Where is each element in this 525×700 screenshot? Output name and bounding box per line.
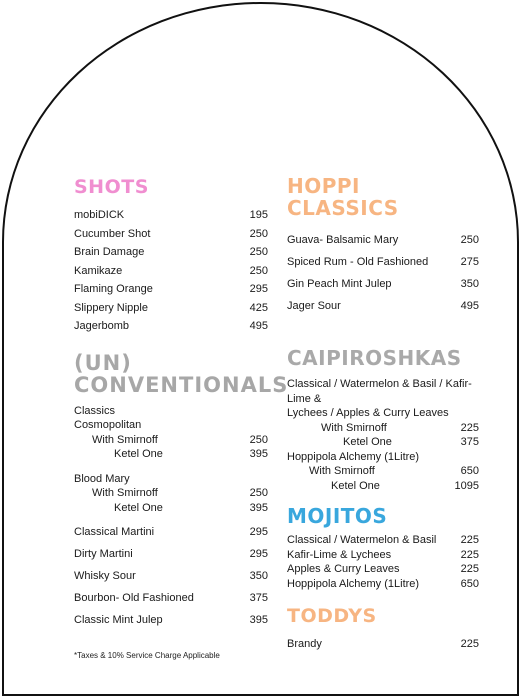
list-item: With Smirnoff 650 xyxy=(309,465,479,477)
caipiroshkas-desc-line2: Lychees / Apples & Curry Leaves xyxy=(287,407,449,419)
shots-list xyxy=(74,206,268,336)
list-item: Brandy 225 xyxy=(287,638,479,650)
hoppi-classics-heading: HOPPI CLASSICS xyxy=(287,174,399,220)
tax-footnote: *Taxes & 10% Service Charge Applicable xyxy=(74,651,220,660)
caipiroshkas-desc-line1: Classical / Watermelon & Basil / Kafir-Lime & xyxy=(287,378,472,405)
list-item: Jagerbomb 495 xyxy=(74,320,268,332)
list-item: Ketel One 395 xyxy=(114,448,268,460)
mojitos-heading: MOJITOS xyxy=(287,504,388,528)
list-item: Kafir-Lime & Lychees 225 xyxy=(287,548,479,561)
list-item: Cosmopolitan xyxy=(74,419,142,431)
list-item: Kamikaze 250 xyxy=(74,264,268,277)
classics-subheading: Classics xyxy=(74,404,115,417)
list-item: Cucumber Shot 250 xyxy=(74,227,268,240)
list-item: With Smirnoff 225 xyxy=(321,421,479,434)
list-item: Classical / Watermelon & Basil 225 xyxy=(287,534,479,546)
list-item: Gin Peach Mint Julep 350 xyxy=(287,278,479,290)
list-item: Dirty Martini 295 xyxy=(74,548,268,560)
caipiroshkas-heading: CAIPIROSHKAS xyxy=(287,346,462,370)
list-item: Whisky Sour 350 xyxy=(74,570,268,582)
list-item: Guava- Balsamic Mary 250 xyxy=(287,234,479,246)
list-item: Jager Sour 495 xyxy=(287,300,479,312)
list-item: Ketel One 1095 xyxy=(331,479,479,492)
list-item: Classic Mint Julep 395 xyxy=(74,614,268,626)
toddys-heading: TODDYS xyxy=(287,605,377,627)
list-item: Bourbon- Old Fashioned 375 xyxy=(74,592,268,604)
list-item: Ketel One 395 xyxy=(114,501,268,514)
list-item: Classical Martini 295 xyxy=(74,526,268,538)
list-item: Slippery Nipple 425 xyxy=(74,301,268,314)
unconventionals-heading-line2: CONVENTIONALS xyxy=(74,372,289,397)
list-item: Spiced Rum - Old Fashioned 275 xyxy=(287,256,479,268)
list-item: Ketel One 375 xyxy=(343,436,479,448)
list-item: With Smirnoff 250 xyxy=(92,487,268,499)
list-item: Blood Mary xyxy=(74,472,130,485)
list-item: Flaming Orange 295 xyxy=(74,283,268,295)
list-item: Hoppipola Alchemy (1Litre) xyxy=(287,450,420,463)
menu-right-column xyxy=(287,175,479,654)
list-item: Brain Damage 250 xyxy=(74,246,268,258)
unconventionals-heading-line1: (UN) xyxy=(74,350,132,375)
menu-left-column xyxy=(74,176,289,631)
list-item: With Smirnoff 250 xyxy=(92,433,268,446)
list-item: Hoppipola Alchemy (1Litre) 650 xyxy=(287,577,479,590)
shots-heading: SHOTS xyxy=(74,176,149,198)
list-item: mobiDICK 195 xyxy=(74,209,268,221)
list-item: Apples & Curry Leaves 225 xyxy=(287,563,479,575)
